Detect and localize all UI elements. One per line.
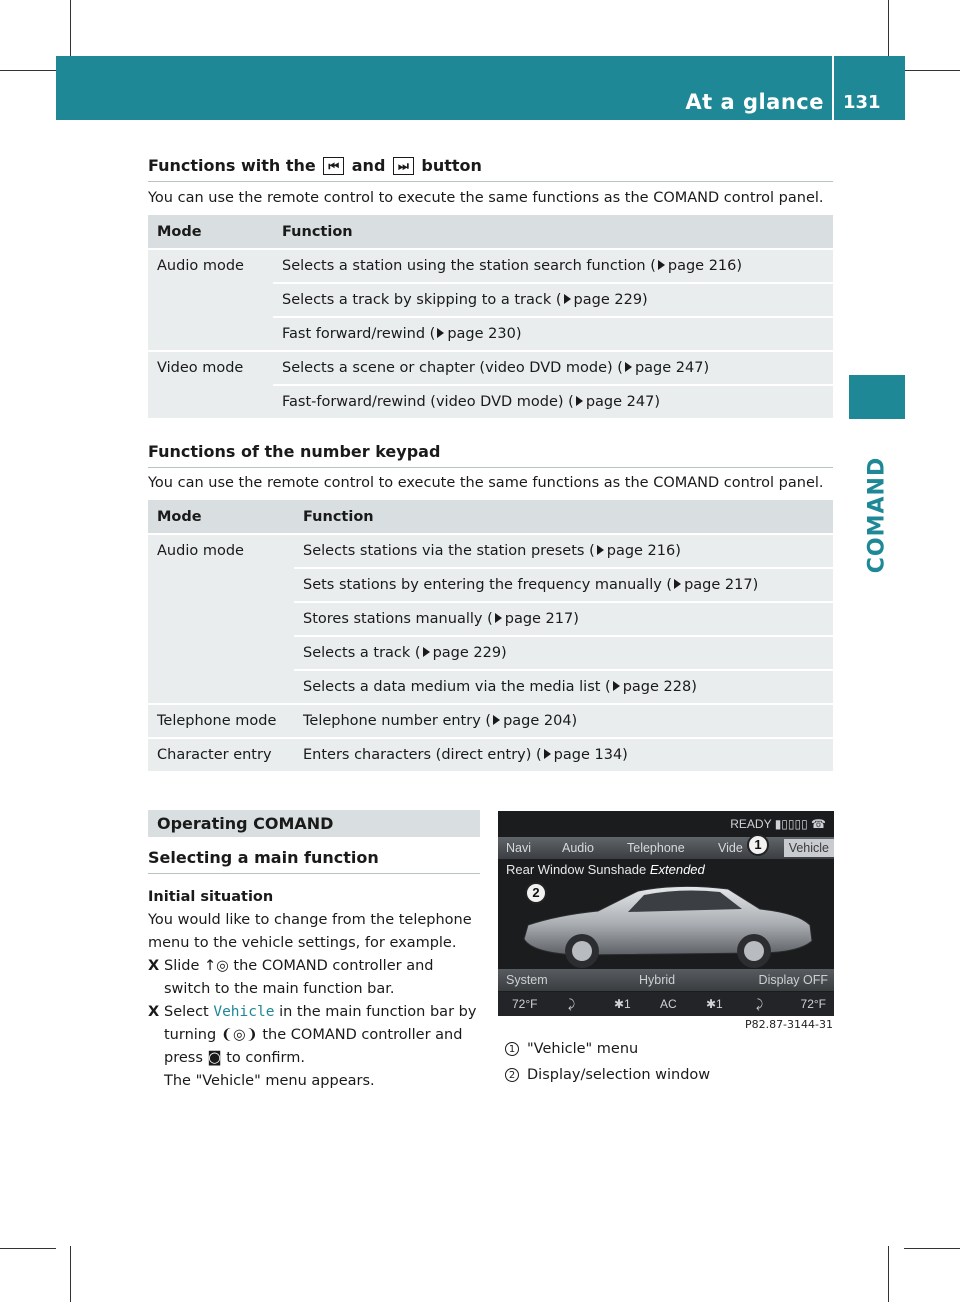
section2-intro: You can use the remote control to execute the same functions as the COMAND control panel. <box>148 475 824 491</box>
table-row <box>148 739 833 771</box>
header-separator <box>832 56 834 120</box>
section1-table <box>148 213 833 420</box>
heading-text: Functions with the <box>148 156 316 175</box>
temp-right: 72°F <box>800 997 826 1011</box>
crop-mark <box>70 0 71 56</box>
function-cell <box>273 284 833 316</box>
bottom-item-display-off: Display OFF <box>758 973 828 987</box>
page-ref-arrow-icon <box>495 613 502 623</box>
step-text: Select <box>164 1004 209 1020</box>
function-text: Fast-forward/rewind (video DVD mode) ( <box>282 394 574 410</box>
function-cell <box>273 352 833 384</box>
header-title: At a glance <box>685 90 824 114</box>
page-ref-arrow-icon <box>423 647 430 657</box>
mode-cell: Audio mode <box>148 250 273 350</box>
page-ref-arrow-icon <box>597 545 604 555</box>
initial-heading: Initial situation <box>148 889 274 905</box>
page-reference[interactable]: page 229) <box>573 292 648 308</box>
page-ref-arrow-icon <box>674 579 681 589</box>
legend-item <box>505 1041 638 1057</box>
side-tab-label <box>849 425 905 605</box>
instruction-step <box>148 955 483 1001</box>
table-row <box>148 705 833 737</box>
status-bar: READY ▮▯▯▯▯ ☎ <box>730 817 826 831</box>
step-text: Slide <box>164 958 200 974</box>
table-row <box>148 352 833 384</box>
nav-item-audio: Audio <box>562 841 594 855</box>
function-text: Selects a track by skipping to a track ( <box>282 292 562 308</box>
function-text: Selects a station using the station search function ( <box>282 258 656 274</box>
airflow-left-icon: ⤸ <box>568 997 576 1011</box>
crop-mark <box>70 1246 71 1302</box>
crop-mark <box>904 70 960 71</box>
page-ref-arrow-icon <box>493 715 500 725</box>
climate-bar <box>498 992 834 1016</box>
image-code: P82.87-3144-31 <box>744 1018 833 1031</box>
screen-title <box>506 862 705 877</box>
table-row <box>148 535 833 567</box>
callout-1: 1 <box>747 834 769 856</box>
side-tab-block <box>849 375 905 419</box>
page-ref-arrow-icon <box>437 328 444 338</box>
legend-text: "Vehicle" menu <box>527 1041 639 1057</box>
legend-number: 1 <box>505 1042 519 1056</box>
page-reference[interactable]: page 229) <box>432 645 507 661</box>
function-cell <box>294 671 833 703</box>
fan-right-icon: ✱1 <box>706 997 723 1011</box>
page-ref-arrow-icon <box>576 396 583 406</box>
page-ref-arrow-icon <box>613 681 620 691</box>
function-cell <box>294 739 833 771</box>
section2-table <box>148 498 833 773</box>
comand-screen-image <box>498 811 834 1016</box>
legend-number: 2 <box>505 1068 519 1082</box>
step-text: to confirm. <box>226 1050 305 1066</box>
operating-subheading: Selecting a main function <box>148 848 480 874</box>
function-cell <box>273 318 833 350</box>
page-ref-arrow-icon <box>625 362 632 372</box>
nav-item-telephone: Telephone <box>627 841 685 855</box>
function-text: Telephone number entry ( <box>303 713 492 729</box>
step-text: the COMAND controller and switch to the main function bar. <box>164 958 434 997</box>
page-reference[interactable]: page 217) <box>684 577 759 593</box>
skip-back-icon: ⏮ <box>323 157 344 175</box>
callout-2: 2 <box>525 882 547 904</box>
crop-mark <box>0 1248 56 1249</box>
skip-forward-icon: ⏭ <box>393 157 414 175</box>
operating-text <box>148 886 483 1093</box>
step-result: The "Vehicle" menu appears. <box>164 1073 375 1089</box>
section2-heading: Functions of the number keypad <box>148 442 833 468</box>
page-reference[interactable]: page 230) <box>447 326 522 342</box>
page-ref-arrow-icon <box>658 260 665 270</box>
mode-cell: Video mode <box>148 352 273 418</box>
instruction-step <box>148 1001 483 1093</box>
heading-text: and <box>351 156 386 175</box>
nav-item-video: Vide <box>718 841 743 855</box>
page-ref-arrow-icon <box>544 749 551 759</box>
table-row <box>148 250 833 282</box>
function-cell <box>294 535 833 567</box>
crop-mark <box>888 1246 889 1302</box>
main-function-bar <box>498 837 834 859</box>
function-text: Selects a scene or chapter (video DVD mode) ( <box>282 360 623 376</box>
screen-title-text: Rear Window Sunshade <box>506 862 647 877</box>
step-marker: X <box>148 958 160 974</box>
page-reference[interactable]: page 204) <box>503 713 578 729</box>
screen-bottom-bar <box>498 969 834 991</box>
page-ref-arrow-icon <box>564 294 571 304</box>
step-marker: X <box>148 1004 160 1020</box>
page-reference[interactable]: page 134) <box>553 747 628 763</box>
function-cell <box>273 386 833 418</box>
page-reference[interactable]: page 228) <box>622 679 697 695</box>
function-cell <box>273 250 833 282</box>
function-text: Fast forward/rewind ( <box>282 326 436 342</box>
car-illustration <box>498 879 834 969</box>
crop-mark <box>0 70 56 71</box>
step-text: the COMAND controller and press <box>164 1027 463 1066</box>
temp-left: 72°F <box>512 997 538 1011</box>
airflow-right-icon: ⤸ <box>756 997 764 1011</box>
bottom-item-system: System <box>506 973 548 987</box>
legend-text: Display/selection window <box>527 1067 711 1083</box>
page-reference[interactable]: page 217) <box>504 611 579 627</box>
bottom-item-hybrid: Hybrid <box>639 973 676 987</box>
fan-left-icon: ✱1 <box>614 997 631 1011</box>
function-text: Enters characters (direct entry) ( <box>303 747 542 763</box>
ac-label: AC <box>660 997 677 1011</box>
crop-mark <box>888 0 889 56</box>
legend-item <box>505 1067 710 1083</box>
section1-heading <box>148 156 833 182</box>
section1-intro: You can use the remote control to execute the same functions as the COMAND control panel. <box>148 190 824 206</box>
operating-title-box: Operating COMAND <box>148 810 480 837</box>
function-text: Selects a data medium via the media list ( <box>303 679 611 695</box>
page-reference[interactable]: page 247) <box>585 394 660 410</box>
column-header: Function <box>294 500 833 533</box>
mode-cell: Audio mode <box>148 535 294 703</box>
mode-cell: Character entry <box>148 739 294 771</box>
column-header: Mode <box>148 500 294 533</box>
heading-text: button <box>421 156 482 175</box>
function-cell <box>294 637 833 669</box>
menu-code-vehicle: Vehicle <box>213 1004 275 1020</box>
function-cell <box>294 603 833 635</box>
nav-item-navi: Navi <box>506 841 532 855</box>
step-text: in the main function bar by turning <box>164 1004 477 1043</box>
initial-text: You would like to change from the telephone menu to the vehicle settings, for example. <box>148 912 472 951</box>
function-text: Sets stations by entering the frequency manually ( <box>303 577 673 593</box>
function-text: Stores stations manually ( <box>303 611 493 627</box>
function-text: Selects stations via the station presets ( <box>303 543 595 559</box>
function-cell <box>294 569 833 601</box>
controller-press-icon: ◙ <box>207 1050 222 1066</box>
side-tab-text: COMAND <box>864 456 890 574</box>
page-number: 131 <box>843 92 881 113</box>
function-text: Selects a track ( <box>303 645 421 661</box>
screen-title-state: Extended <box>649 862 705 877</box>
function-cell <box>294 705 833 737</box>
page-reference[interactable]: page 247) <box>634 360 710 376</box>
column-header: Mode <box>148 215 273 248</box>
column-header: Function <box>273 215 833 248</box>
crop-mark <box>904 1248 960 1249</box>
controller-slide-icon: ↑◎ <box>204 958 229 974</box>
nav-item-vehicle: Vehicle <box>784 839 834 857</box>
mode-cell: Telephone mode <box>148 705 294 737</box>
page-reference[interactable]: page 216) <box>667 258 743 274</box>
page-reference[interactable]: page 216) <box>606 543 681 559</box>
controller-turn-icon: ❨◎❩ <box>220 1027 258 1043</box>
